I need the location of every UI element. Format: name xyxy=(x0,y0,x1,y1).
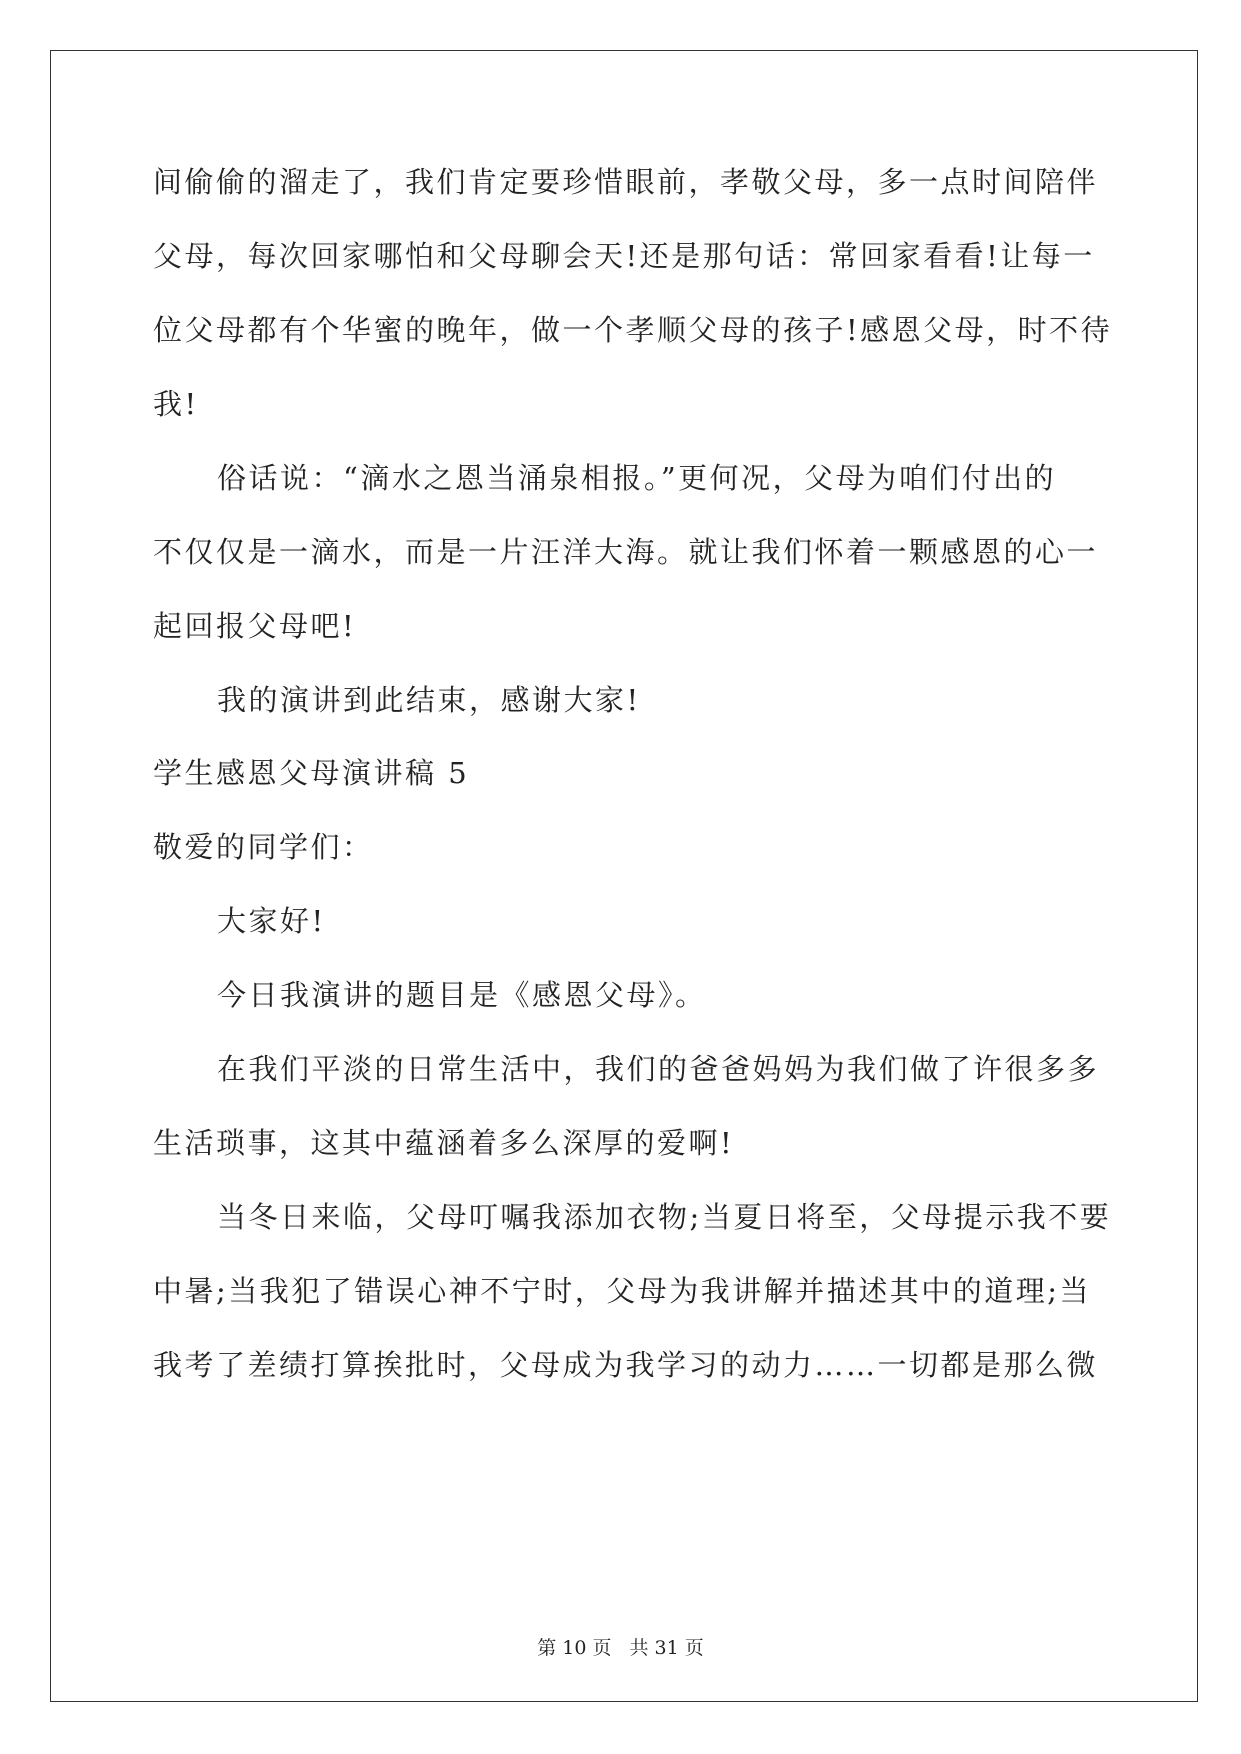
paragraph-start: 俗话说：“滴水之恩当涌泉相报。”更何况，父母为咱们付出的 xyxy=(217,461,1057,495)
paragraph-start: 当冬日来临，父母叮嘱我添加衣物;当夏日将至，父母提示我不要 xyxy=(217,1200,1112,1234)
current-page-number: 第 10 页 xyxy=(537,1637,612,1659)
text-line: 生活琐事，这其中蕴涵着多么深厚的爱啊! xyxy=(153,1126,735,1160)
text-line: 中暑;当我犯了错误心神不宁时，父母为我讲解并描述其中的道理;当 xyxy=(153,1274,1092,1308)
paragraph-start: 我的演讲到此结束，感谢大家! xyxy=(217,683,641,717)
text-line: 间偷偷的溜走了，我们肯定要珍惜眼前，孝敬父母，多一点时间陪伴 xyxy=(153,165,1099,199)
section-title: 学生感恩父母演讲稿 5 xyxy=(153,756,470,790)
page-footer xyxy=(0,1636,1241,1660)
greeting: 大家好! xyxy=(217,904,326,938)
salutation: 敬爱的同学们： xyxy=(153,830,374,864)
paragraph-start: 在我们平淡的日常生活中，我们的爸爸妈妈为我们做了许很多多 xyxy=(217,1052,1100,1086)
text-line: 不仅仅是一滴水，而是一片汪洋大海。就让我们怀着一颗感恩的心一 xyxy=(153,535,1099,569)
paragraph-start: 今日我演讲的题目是《感恩父母》。 xyxy=(217,978,707,1012)
text-line: 位父母都有个华蜜的晚年，做一个孝顺父母的孩子!感恩父母，时不待 xyxy=(153,313,1113,347)
text-line: 起回报父母吧! xyxy=(153,609,357,643)
text-line: 父母，每次回家哪怕和父母聊会天!还是那句话：常回家看看!让每一 xyxy=(153,239,1095,273)
text-line: 我! xyxy=(153,387,199,421)
text-line: 我考了差绩打算挨批时，父母成为我学习的动力……一切都是那么微 xyxy=(153,1348,1099,1382)
total-page-count: 共 31 页 xyxy=(629,1637,704,1659)
page-border xyxy=(50,50,1198,1702)
